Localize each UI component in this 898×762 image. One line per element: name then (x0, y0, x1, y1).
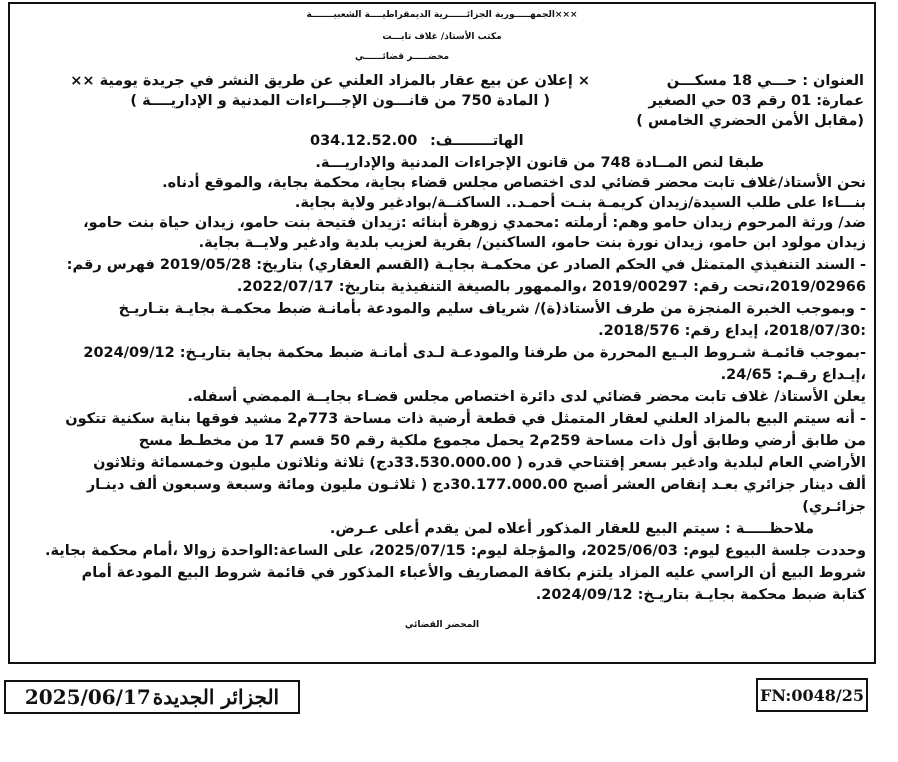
file-number: FN:0048/25 (760, 685, 864, 705)
body-line-19: وحددت جلسة البيوع ليوم: 2025/06/03، والمؤجلة ليوم: 2025/07/15، على الساعة:الواحدة زوالا ،أمام محكمة بجاية. (44, 543, 866, 559)
body-line-20: شروط البيع أن الراسي عليه المزاد يلتزم بكافة المصاريف والأعباء المذكور في قائمة شروط البيع المودعة أمام (81, 565, 866, 581)
body-line-18: ملاحظـــــة : سيتم البيع للعقار المذكور أعلاه لمن يقدم أعلى عـرض. (329, 521, 814, 537)
body-line-6: - السند التنفيذي المتمثل في الحكم الصادر عن محكمـة بجايـة (القسم العقاري) بتاريخ: 2019/05/28 فهرس رقم: (66, 257, 866, 273)
announcement-line-1: × إعلان عن بيع عقار بالمزاد العلني عن طريق النشر في جريدة يومية ×× (70, 73, 590, 89)
body-line-12: يعلن الأستاذ/ غلاف تابت محضر قضائي لدى دائرة اختصاص مجلس قضـاء بجايــة الممضي أسفله. (187, 389, 866, 405)
phone-number: 034.12.52.00 (310, 133, 418, 149)
body-line-8: - وبموجب الخبرة المنجزة من طرف الأستاذ(ة)/ شرياف سليم والمودعة بأمانـة ضبط محكمـة بجايـة بتـاريـخ (118, 301, 866, 317)
newspaper-name: الجزائر الجديدة (152, 685, 280, 709)
address-line-3: (مقابل الأمن الحضري الخامس ) (636, 113, 864, 129)
announcement-line-2: ( المادة 750 من قانـــون الإجـــراءات المدنية و الإداريــــة ) (130, 93, 550, 109)
body-line-15: الأراضي العام لبلدية وادغير بسعر إفتتاحي قدره ( 33.530.000.00دج) ثلاثة وثلاثون مليون وخمسمائة وثلاثون (93, 455, 866, 471)
address-line-2: عمارة: 01 رقم 03 حي الصغير (648, 93, 864, 109)
body-line-3: بنـــاءا على طلب السيدة/زيدان كريمـة بنـت أحمـد.. الساكنــة/بوادغير ولاية بجاية. (294, 195, 866, 211)
body-line-2: نحن الأستاذ/غلاف تابت محضر قضائي لدى اختصاص مجلس قضاء بجاية، محكمة بجاية، والموقع أدناه. (162, 175, 866, 191)
publication-date: 2025/06/17 (24, 685, 151, 709)
newspaper-box (4, 680, 300, 714)
body-line-11: ،إيـداع رقـم: 24/65. (720, 367, 866, 383)
body-line-21: كتابة ضبط محكمة بجايـة بتاريـخ: 2024/09/12. (535, 587, 866, 603)
body-line-14: من طابق أرضي وطابق أول ذات مساحة 259م2 يحمل مجموع ملكية رقم 50 قسم 17 من مخطـط مسح (138, 433, 866, 449)
republic-heading: الجمهـــــورية الجزائــــــرية الديمقراطيــــة الشعبيـــــــة××× (306, 10, 578, 20)
body-line-5: زيدان مولود ابن حامو، زيدان نورة بنت حامو، الساكنين/ بقرية لعزيب بلدية وادغير ولايــة بجاية. (198, 235, 866, 251)
signature: المحضر القضائي (404, 620, 480, 630)
body-line-9: :2018/07/30، إيداع رقم: 2018/576. (598, 323, 866, 339)
body-line-4: ضد/ ورثة المرحوم زيدان حامو وهم: أرملته :محمدي زوهرة أبنائه :زيدان فتيحة بنت حامو، زيدان حياة بنت حامو، (83, 215, 866, 231)
address-line-1: العنوان : حـــي 18 مسكـــن (666, 73, 864, 89)
body-line-16: ألف دينار جزائري بعـد إنقاص العشر أصبح 30.177.000.00دج ( ثلاثـون مليون ومائة وسبعة وسبعون ألف دينـار (86, 477, 866, 493)
body-line-1: طبقا لنص المــادة 748 من قانون الإجراءات المدنية والإداريـــة. (315, 155, 764, 171)
legal-notice (8, 2, 876, 664)
body-line-7: 2019/02966،تحت رقم: 2019/00297 ،والممهور بالصيغة التنفيذية بتاريخ: 2022/07/17. (236, 279, 866, 295)
office-name: مكتب الأستاذ/ غلاف تابـــت (382, 32, 502, 42)
body-line-10: -بموجب قائمـة شـروط البـيع المحررة من طرفنا والمودعـة لـدى أمانـة ضبط محكمة بجاية بتاريـخ: 2024/09/12 (83, 345, 866, 361)
notice-title: محضـــــر قضائــــــي (354, 52, 450, 62)
body-line-17: جزائـري) (802, 499, 866, 515)
file-number-box (756, 678, 868, 712)
phone-label: الهاتــــــــف: (430, 133, 524, 149)
body-line-13: - أنه سيتم البيع بالمزاد العلني لعقار المتمثل في قطعة أرضية ذات مساحة 773م2 مشيد فوقها بناية سكنية تتكون (65, 411, 866, 427)
